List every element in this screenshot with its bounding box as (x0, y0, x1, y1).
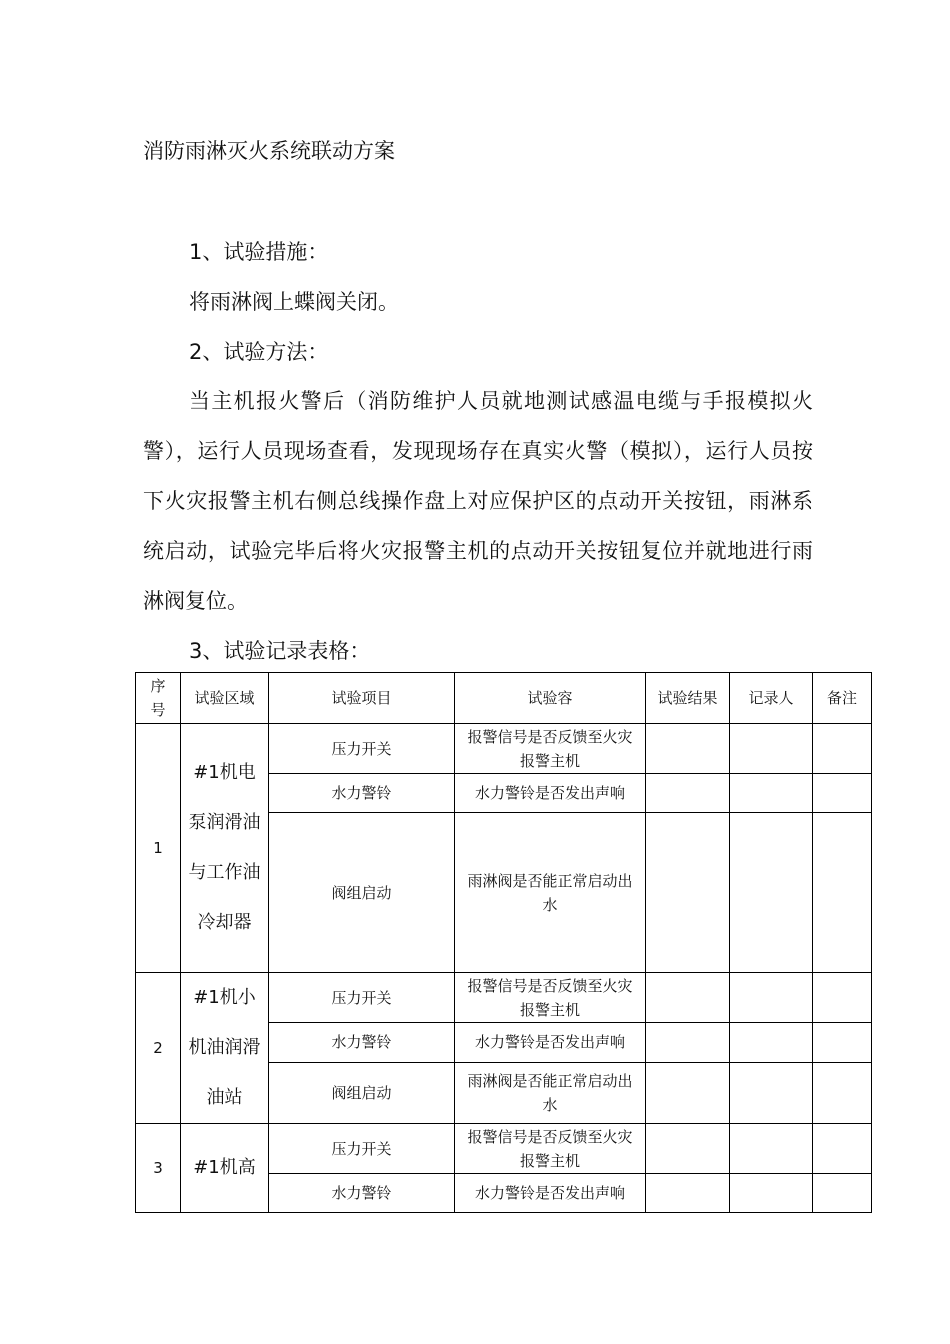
cell-recorder (730, 724, 813, 774)
cell-recorder (730, 973, 813, 1023)
header-recorder: 记录人 (730, 673, 813, 724)
cell-result (646, 1023, 730, 1062)
cell-recorder (730, 774, 813, 813)
cell-result (646, 973, 730, 1023)
section-1-heading: 1、试验措施： (189, 240, 329, 264)
document-title: 消防雨淋灭火系统联动方案 (143, 139, 395, 163)
cell-no: 1 (136, 724, 181, 973)
cell-remark (813, 1023, 872, 1062)
header-no: 序号 (136, 673, 181, 724)
cell-recorder (730, 813, 813, 973)
section-1-text: 将雨淋阀上蝶阀关闭。 (189, 290, 399, 314)
cell-result (646, 724, 730, 774)
test-record-table (135, 672, 872, 1213)
cell-content: 水力警铃是否发出声响 (455, 774, 646, 813)
cell-item: 阀组启动 (269, 813, 455, 973)
cell-no: 2 (136, 973, 181, 1124)
table-row (136, 973, 872, 1023)
cell-remark (813, 813, 872, 973)
cell-item: 压力开关 (269, 973, 455, 1023)
cell-content: 报警信号是否反馈至火灾报警主机 (455, 1124, 646, 1174)
cell-remark (813, 724, 872, 774)
cell-recorder (730, 1174, 813, 1213)
cell-recorder (730, 1124, 813, 1174)
header-content: 试验容 (455, 673, 646, 724)
cell-remark (813, 1124, 872, 1174)
cell-content: 水力警铃是否发出声响 (455, 1023, 646, 1062)
cell-item: 压力开关 (269, 724, 455, 774)
cell-result (646, 1124, 730, 1174)
cell-result (646, 774, 730, 813)
cell-item: 水力警铃 (269, 774, 455, 813)
cell-area: #1机高 (181, 1124, 269, 1213)
cell-item: 阀组启动 (269, 1062, 455, 1123)
cell-content: 报警信号是否反馈至火灾报警主机 (455, 973, 646, 1023)
cell-remark (813, 1174, 872, 1213)
cell-content: 报警信号是否反馈至火灾报警主机 (455, 724, 646, 774)
cell-content: 雨淋阀是否能正常启动出水 (455, 813, 646, 973)
cell-content: 雨淋阀是否能正常启动出水 (455, 1062, 646, 1123)
cell-remark (813, 973, 872, 1023)
section-3-heading: 3、试验记录表格： (189, 639, 371, 663)
cell-area: #1机电泵润滑油与工作油冷却器 (181, 724, 269, 973)
cell-result (646, 1062, 730, 1123)
table-row (136, 1124, 872, 1174)
header-item: 试验项目 (269, 673, 455, 724)
cell-recorder (730, 1062, 813, 1123)
cell-remark (813, 1062, 872, 1123)
cell-result (646, 813, 730, 973)
cell-result (646, 1174, 730, 1213)
section-2-text: 当主机报火警后（消防维护人员就地测试感温电缆与手报模拟火警），运行人员现场查看，发现现场存在真实火警（模拟），运行人员按下火灾报警主机右侧总线操作盘上对应保护区的点动开关按钮，雨淋系统启动，试验完毕后将火灾报警主机的点动开关按钮复位并就地进行雨淋阀复位。 (143, 389, 813, 613)
header-remark: 备注 (813, 673, 872, 724)
cell-remark (813, 774, 872, 813)
cell-content: 水力警铃是否发出声响 (455, 1174, 646, 1213)
table-row (136, 724, 872, 774)
cell-no: 3 (136, 1124, 181, 1213)
header-area: 试验区域 (181, 673, 269, 724)
table-header-row (136, 673, 872, 724)
cell-item: 水力警铃 (269, 1174, 455, 1213)
cell-item: 水力警铃 (269, 1023, 455, 1062)
cell-recorder (730, 1023, 813, 1062)
cell-item: 压力开关 (269, 1124, 455, 1174)
header-result: 试验结果 (646, 673, 730, 724)
cell-area: #1机小机油润滑油站 (181, 973, 269, 1124)
section-2-heading: 2、试验方法： (189, 340, 329, 364)
